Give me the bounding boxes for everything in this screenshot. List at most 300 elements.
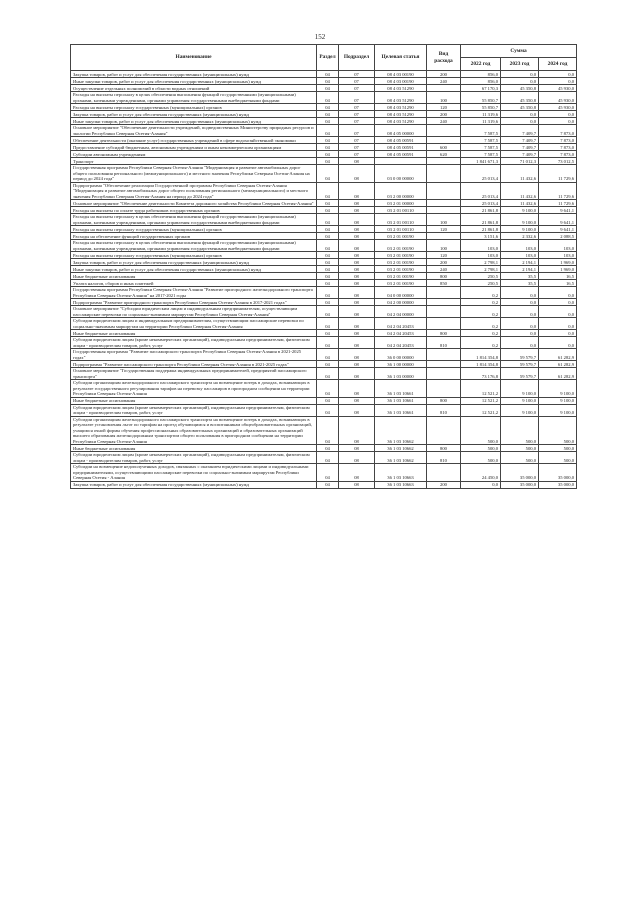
row-value-2023: 0,0 [501, 287, 539, 299]
row-target: 08 4 03 00190 [375, 78, 427, 85]
table-row [71, 337, 577, 349]
row-target: 04 0 00 00000 [375, 287, 427, 299]
row-expense-type [427, 158, 461, 165]
row-name: Уплата налогов, сборов и иных платежей [71, 280, 317, 287]
table-row [71, 137, 577, 144]
row-value-2023: 0,0 [501, 118, 539, 125]
row-value-2023: 59 579,7 [501, 349, 539, 361]
row-value-2023: 0,0 [501, 71, 539, 78]
table-row [71, 233, 577, 240]
row-value-2023: 2 332,6 [501, 233, 539, 240]
row-subsection: 08 [339, 349, 375, 361]
row-name: Расходы на выплаты персоналу в целях обеспечения выполнения функций государственными (муниципальными) органами, казенными учреждениями, органами управления государственными внебюджетными фондами [71, 92, 317, 104]
row-name: Расходы на выплаты персоналу в целях обеспечения выполнения функций государственными (муниципальными) органами, казенными учреждениями, органами управления государственными внебюджетными фондами [71, 240, 317, 252]
row-target: 08 4 05 00591 [375, 137, 427, 144]
row-name: Расходы на выплаты персоналу в целях обеспечения выполнения функций государственными (муниципальными) органами, казенными учреждениями, органами управления государственными внебюджетными фондами [71, 214, 317, 226]
row-value-2022: 24 450,0 [461, 464, 501, 482]
row-value-2023: 11 432,6 [501, 165, 539, 183]
row-target: 08 4 05 00591 [375, 144, 427, 151]
table-row [71, 380, 577, 398]
row-value-2023: 59 579,7 [501, 368, 539, 380]
row-value-2024: 9 100,0 [539, 404, 577, 416]
row-subsection: 08 [339, 214, 375, 226]
table-row [71, 125, 577, 137]
row-target: 04 2 04 20453 [375, 330, 427, 337]
row-target: 03 0 00 00000 [375, 165, 427, 183]
row-name: Расходы на выплаты персоналу государственных (муниципальных) органов [71, 252, 317, 259]
row-value-2022: 21 861,8 [461, 207, 501, 214]
row-expense-type [427, 165, 461, 183]
row-value-2023: 500,0 [501, 452, 539, 464]
row-name: Иные бюджетные ассигнования [71, 397, 317, 404]
row-subsection: 07 [339, 125, 375, 137]
row-expense-type [427, 299, 461, 306]
row-target: 36 1 03 10662 [375, 445, 427, 452]
row-value-2023: 35 000,0 [501, 481, 539, 488]
row-section: 04 [317, 481, 339, 488]
row-target: 08 4 03 51290 [375, 111, 427, 118]
row-subsection: 08 [339, 182, 375, 200]
table-row [71, 266, 577, 273]
row-value-2022: 7 587,5 [461, 125, 501, 137]
row-section: 04 [317, 361, 339, 368]
row-subsection: 08 [339, 207, 375, 214]
row-section: 04 [317, 416, 339, 445]
row-section: 04 [317, 71, 339, 78]
row-expense-type: 200 [427, 259, 461, 266]
row-subsection: 08 [339, 259, 375, 266]
row-value-2022: 21 861,8 [461, 214, 501, 226]
table-row [71, 78, 577, 85]
row-expense-type [427, 137, 461, 144]
row-subsection: 07 [339, 151, 375, 158]
table-row [71, 71, 577, 78]
row-subsection: 08 [339, 226, 375, 233]
row-target: 08 4 03 51290 [375, 118, 427, 125]
row-value-2024: 11 729,6 [539, 182, 577, 200]
row-target: 36 1 03 10661 [375, 397, 427, 404]
row-expense-type: 240 [427, 266, 461, 273]
row-value-2024: 9 641,1 [539, 214, 577, 226]
header-subsection: Подраздел [339, 45, 375, 71]
row-name: Подпрограмма "Развитие пассажирского транспорта Республики Северная Осетия-Алания в 2021-2025 годах" [71, 361, 317, 368]
row-subsection: 08 [339, 361, 375, 368]
row-section: 04 [317, 380, 339, 398]
row-value-2023: 35,5 [501, 280, 539, 287]
table-row [71, 252, 577, 259]
row-value-2023: 9 100,0 [501, 397, 539, 404]
table-row [71, 214, 577, 226]
row-target: 03 2 01 00110 [375, 207, 427, 214]
row-section: 04 [317, 226, 339, 233]
row-value-2024: 500,0 [539, 445, 577, 452]
row-subsection: 07 [339, 78, 375, 85]
row-target: 08 4 03 51290 [375, 92, 427, 104]
row-value-2024: 9 641,1 [539, 207, 577, 214]
row-value-2024: 0,0 [539, 71, 577, 78]
page-number: 152 [314, 33, 326, 41]
row-name: Обеспечение деятельности (оказание услуг) государственных учреждений в сфере водохозяйственной экономики [71, 137, 317, 144]
row-subsection: 08 [339, 280, 375, 287]
row-target: 03 2 00 00000 [375, 182, 427, 200]
row-value-2022: 103,0 [461, 252, 501, 259]
row-target: 03 2 01 00190 [375, 233, 427, 240]
header-year-2024: 2024 год [539, 58, 577, 71]
row-value-2024: 7 873,0 [539, 137, 577, 144]
row-target: 08 4 05 00000 [375, 125, 427, 137]
row-target: 36 1 03 10663 [375, 464, 427, 482]
row-value-2024: 61 282,9 [539, 349, 577, 361]
row-section: 04 [317, 445, 339, 452]
header-year-2022: 2022 год [461, 58, 501, 71]
row-value-2023: 9 100,0 [501, 404, 539, 416]
row-section: 04 [317, 165, 339, 183]
row-target: 03 2 01 00190 [375, 240, 427, 252]
row-section: 04 [317, 92, 339, 104]
row-value-2024: 500,0 [539, 416, 577, 445]
row-name: Закупка товаров, работ и услуг для обеспечения государственных (муниципальных) нужд [71, 481, 317, 488]
row-value-2022: 12 521,2 [461, 404, 501, 416]
row-expense-type [427, 287, 461, 299]
row-target: 03 2 01 00110 [375, 226, 427, 233]
row-section: 04 [317, 330, 339, 337]
row-value-2024: 7 873,0 [539, 125, 577, 137]
row-expense-type: 120 [427, 252, 461, 259]
row-subsection: 08 [339, 306, 375, 318]
table-row [71, 144, 577, 151]
row-target: 04 2 04 20453 [375, 337, 427, 349]
row-value-2024: 7 873,0 [539, 151, 577, 158]
table-row [71, 158, 577, 165]
row-expense-type: 800 [427, 330, 461, 337]
row-expense-type: 100 [427, 240, 461, 252]
row-value-2023: 103,0 [501, 252, 539, 259]
row-value-2022: 11 319,6 [461, 118, 501, 125]
row-subsection: 07 [339, 71, 375, 78]
row-expense-type: 240 [427, 118, 461, 125]
row-subsection: 08 [339, 233, 375, 240]
header-expense-type: Вид расхода [427, 45, 461, 71]
row-value-2023: 9 100,0 [501, 207, 539, 214]
row-subsection: 08 [339, 165, 375, 183]
row-value-2024: 45 930,0 [539, 104, 577, 111]
row-target: 03 2 01 00190 [375, 266, 427, 273]
row-target: 03 2 01 00190 [375, 280, 427, 287]
row-name: Основное мероприятие "Субсидии юридическим лицам и индивидуальным предпринимателям, осуществляющим пассажирские перевозки по социально-значимым маршрутам Республики Северная Осетия-Алания" [71, 306, 317, 318]
row-value-2022: 1 814 354,8 [461, 349, 501, 361]
row-target: 04 2 04 20453 [375, 318, 427, 330]
row-value-2023: 11 432,6 [501, 200, 539, 207]
row-name: Основное мероприятие "Государственная поддержка индивидуальных предпринимателей, предприятий пассажирского транспорта" [71, 368, 317, 380]
row-value-2022: 250,5 [461, 280, 501, 287]
row-section: 04 [317, 252, 339, 259]
row-value-2024: 61 282,9 [539, 361, 577, 368]
row-subsection: 07 [339, 85, 375, 92]
row-expense-type: 800 [427, 397, 461, 404]
table-row [71, 299, 577, 306]
table-row [71, 151, 577, 158]
row-section: 04 [317, 368, 339, 380]
row-value-2022: 500,0 [461, 416, 501, 445]
table-row [71, 85, 577, 92]
row-name: Подпрограмма "Обеспечение реализации Государственной программы Республики Северная Осетия-Алания "Модернизация и развитие автомобильных дорог общего пользования регионального (межмуниципального) и местного значения Республики Северная Осетия-Алания на период до 2024 года" [71, 182, 317, 200]
row-value-2024: 500,0 [539, 452, 577, 464]
row-value-2022: 0,0 [461, 481, 501, 488]
row-value-2022: 0,2 [461, 306, 501, 318]
row-value-2022: 12 521,2 [461, 380, 501, 398]
row-target: 03 2 01 00110 [375, 214, 427, 226]
row-name: Субсидии автономным учреждениям [71, 151, 317, 158]
row-section: 04 [317, 266, 339, 273]
row-value-2022: 7 587,5 [461, 144, 501, 151]
row-subsection: 07 [339, 144, 375, 151]
row-subsection: 07 [339, 104, 375, 111]
row-subsection: 08 [339, 273, 375, 280]
table-header [71, 45, 577, 71]
row-value-2022: 11 319,6 [461, 111, 501, 118]
row-value-2023: 9 100,0 [501, 380, 539, 398]
row-expense-type [427, 368, 461, 380]
row-target: 36 1 00 00000 [375, 361, 427, 368]
row-value-2023: 45 350,8 [501, 92, 539, 104]
table-row [71, 349, 577, 361]
row-name: Иные закупки товаров, работ и услуг для обеспечения государственных (муниципальных) нужд [71, 78, 317, 85]
row-subsection: 08 [339, 337, 375, 349]
row-value-2024: 73 012,5 [539, 158, 577, 165]
row-expense-type [427, 349, 461, 361]
row-value-2023: 59 579,7 [501, 361, 539, 368]
row-section: 04 [317, 85, 339, 92]
row-name: Основное мероприятие "Обеспечение деятельности Комитета дорожного хозяйства Республики Северная Осетия-Алания" [71, 200, 317, 207]
row-value-2024: 0,0 [539, 318, 577, 330]
row-value-2024: 0,0 [539, 306, 577, 318]
row-section: 04 [317, 349, 339, 361]
row-value-2022: 55 850,7 [461, 104, 501, 111]
header-name: Наименование [71, 45, 317, 71]
row-value-2023: 7 409,7 [501, 137, 539, 144]
row-subsection: 08 [339, 240, 375, 252]
row-name: Подпрограмма "Развитие пригородного транспорта Республики Северная Осетия-Алания в 2017-2021 годах" [71, 299, 317, 306]
row-value-2022: 25 013,4 [461, 200, 501, 207]
row-value-2022: 67 170,3 [461, 85, 501, 92]
row-section: 04 [317, 144, 339, 151]
row-subsection: 08 [339, 464, 375, 482]
row-subsection: 08 [339, 397, 375, 404]
row-value-2023: 500,0 [501, 445, 539, 452]
row-expense-type [427, 361, 461, 368]
row-section: 04 [317, 78, 339, 85]
row-target: 36 1 03 10662 [375, 452, 427, 464]
table-row [71, 104, 577, 111]
row-subsection: 08 [339, 252, 375, 259]
row-expense-type [427, 182, 461, 200]
table-row [71, 368, 577, 380]
row-target: 03 2 01 00190 [375, 252, 427, 259]
row-expense-type [427, 306, 461, 318]
row-value-2024: 1 969,0 [539, 259, 577, 266]
row-value-2022: 0,2 [461, 299, 501, 306]
row-value-2024: 103,0 [539, 240, 577, 252]
row-expense-type: 850 [427, 280, 461, 287]
table-row [71, 445, 577, 452]
row-expense-type [427, 380, 461, 398]
row-value-2022: 856,0 [461, 78, 501, 85]
row-target: 03 2 01 00190 [375, 259, 427, 266]
table-row [71, 240, 577, 252]
row-subsection: 07 [339, 92, 375, 104]
row-name: Предоставление субсидий бюджетным, автономным учреждениям и иным некоммерческим организациям [71, 144, 317, 151]
row-value-2022: 0,2 [461, 287, 501, 299]
row-value-2024: 11 729,6 [539, 165, 577, 183]
row-value-2023: 7 409,7 [501, 151, 539, 158]
row-target: 08 4 03 00190 [375, 71, 427, 78]
table-row [71, 280, 577, 287]
row-value-2024: 0,0 [539, 111, 577, 118]
row-expense-type [427, 464, 461, 482]
row-name: Иные бюджетные ассигнования [71, 330, 317, 337]
row-expense-type: 620 [427, 151, 461, 158]
header-section: Раздел [317, 45, 339, 71]
row-value-2024: 16,5 [539, 273, 577, 280]
row-target: 36 1 03 10662 [375, 416, 427, 445]
row-value-2022: 2 798,1 [461, 259, 501, 266]
row-value-2023: 11 432,6 [501, 182, 539, 200]
row-value-2022: 55 850,7 [461, 92, 501, 104]
table-row [71, 397, 577, 404]
row-expense-type: 240 [427, 78, 461, 85]
row-section: 04 [317, 464, 339, 482]
row-value-2022: 250,5 [461, 273, 501, 280]
row-target: 08 4 03 51290 [375, 85, 427, 92]
row-value-2022: 0,2 [461, 318, 501, 330]
row-value-2024: 9 100,0 [539, 397, 577, 404]
row-name: Иные бюджетные ассигнования [71, 445, 317, 452]
row-subsection: 08 [339, 404, 375, 416]
row-value-2024: 0,0 [539, 330, 577, 337]
row-name: Расходы на выплаты персоналу государственных (муниципальных) органов [71, 226, 317, 233]
row-value-2022: 2 798,1 [461, 266, 501, 273]
row-target: 08 4 05 00591 [375, 151, 427, 158]
table-row [71, 481, 577, 488]
row-name: Основное мероприятие "Обеспечение деятельности учреждений, подведомственных Министерству природных ресурсов и экологии Республики Северная Осетия-Алания" [71, 125, 317, 137]
row-subsection: 08 [339, 330, 375, 337]
row-target [375, 158, 427, 165]
row-section: 04 [317, 397, 339, 404]
row-value-2023: 7 409,7 [501, 125, 539, 137]
row-subsection: 07 [339, 137, 375, 144]
table-row [71, 287, 577, 299]
row-section: 04 [317, 240, 339, 252]
table-row [71, 259, 577, 266]
row-subsection: 07 [339, 118, 375, 125]
row-value-2024: 61 282,9 [539, 368, 577, 380]
table-row [71, 200, 577, 207]
table-row [71, 111, 577, 118]
row-value-2022: 500,0 [461, 452, 501, 464]
row-value-2022: 12 521,2 [461, 397, 501, 404]
row-expense-type [427, 416, 461, 445]
row-subsection: 08 [339, 299, 375, 306]
row-value-2024: 7 873,0 [539, 144, 577, 151]
row-section: 04 [317, 273, 339, 280]
row-value-2022: 3 151,6 [461, 233, 501, 240]
row-expense-type: 810 [427, 337, 461, 349]
row-section: 04 [317, 452, 339, 464]
row-value-2023: 35 000,0 [501, 464, 539, 482]
table-row [71, 318, 577, 330]
table-row [71, 452, 577, 464]
row-value-2023: 500,0 [501, 416, 539, 445]
row-section: 04 [317, 125, 339, 137]
row-expense-type [427, 85, 461, 92]
row-value-2024: 0,0 [539, 78, 577, 85]
row-value-2024: 9 641,1 [539, 226, 577, 233]
row-name: Транспорт [71, 158, 317, 165]
row-section: 04 [317, 214, 339, 226]
row-section: 04 [317, 182, 339, 200]
row-value-2023: 2 194,1 [501, 259, 539, 266]
row-expense-type [427, 125, 461, 137]
row-value-2023: 45 350,8 [501, 85, 539, 92]
row-value-2023: 0,0 [501, 330, 539, 337]
table-row [71, 464, 577, 482]
row-expense-type: 810 [427, 404, 461, 416]
row-expense-type: 600 [427, 144, 461, 151]
row-value-2024: 0,0 [539, 299, 577, 306]
row-target: 36 0 00 00000 [375, 349, 427, 361]
table-row [71, 416, 577, 445]
row-target: 08 4 03 51290 [375, 104, 427, 111]
row-name: Иные бюджетные ассигнования [71, 273, 317, 280]
row-value-2022: 500,0 [461, 445, 501, 452]
row-target: 36 1 03 10663 [375, 481, 427, 488]
row-name: Закупка товаров, работ и услуг для обеспечения государственных (муниципальных) нужд [71, 111, 317, 118]
budget-table [70, 44, 577, 489]
row-name: Расходы на обеспечение функций государственных органов [71, 233, 317, 240]
row-name: Закупка товаров, работ и услуг для обеспечения государственных (муниципальных) нужд [71, 71, 317, 78]
row-expense-type [427, 318, 461, 330]
row-expense-type: 800 [427, 273, 461, 280]
row-section: 04 [317, 200, 339, 207]
row-value-2024: 2 088,5 [539, 233, 577, 240]
row-value-2024: 45 930,0 [539, 92, 577, 104]
row-section: 04 [317, 137, 339, 144]
row-value-2023: 0,0 [501, 318, 539, 330]
row-value-2024: 1 969,0 [539, 266, 577, 273]
row-expense-type: 120 [427, 226, 461, 233]
row-target: 03 2 01 00190 [375, 273, 427, 280]
row-subsection: 08 [339, 200, 375, 207]
row-subsection: 08 [339, 368, 375, 380]
row-section: 04 [317, 306, 339, 318]
row-value-2022: 856,0 [461, 71, 501, 78]
row-value-2023: 9 100,0 [501, 226, 539, 233]
row-name: Субсидии организациям железнодорожного пассажирского транспорта на возмещение потерь в доходах, возникающих в результате установления льгот по тарифам на проезд обучающимся и воспитанникам общеобразовательных организаций, учащимся очной формы обучения профессиональных образовательных организаций и образовательных организаций высшего образования железнодорожным транспортом общего пользования в пригородном сообщении на территории Республики Северная Осетия-Алания [71, 416, 317, 445]
row-value-2022: 1 814 354,8 [461, 361, 501, 368]
row-expense-type: 800 [427, 445, 461, 452]
table-row [71, 207, 577, 214]
row-value-2024: 35 000,0 [539, 481, 577, 488]
row-subsection: 08 [339, 158, 375, 165]
table-row [71, 226, 577, 233]
row-target: 36 1 03 10661 [375, 380, 427, 398]
row-value-2022: 7 587,5 [461, 151, 501, 158]
row-name: Иные закупки товаров, работ и услуг для обеспечения государственных (муниципальных) нужд [71, 118, 317, 125]
row-section: 04 [317, 233, 339, 240]
row-subsection: 08 [339, 287, 375, 299]
row-value-2022: 1 841 671,3 [461, 158, 501, 165]
row-value-2023: 7 409,7 [501, 144, 539, 151]
